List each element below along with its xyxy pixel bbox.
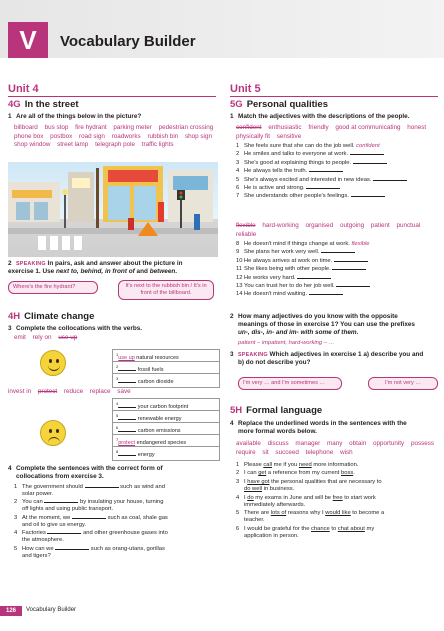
description-item <box>236 193 442 200</box>
item-number: 4 <box>236 494 240 501</box>
answer-blank <box>309 171 343 172</box>
answer-blank <box>332 269 366 270</box>
collocation-box <box>112 373 220 388</box>
underlined-word: lots of <box>270 510 287 517</box>
underlined-word: chance <box>311 525 330 532</box>
item-text: He works very hard. <box>244 274 298 281</box>
sentence-number: 5 <box>14 545 18 552</box>
sentence-text: and tigers? <box>22 552 51 559</box>
adjective-bank-2 <box>236 222 442 239</box>
item-text: I would be grateful for the <box>244 525 312 532</box>
street-word: rubbish bin <box>147 132 179 140</box>
item-text: to become a <box>350 510 385 517</box>
collocation-blank <box>118 370 136 371</box>
sentence-text: Factories <box>22 530 48 537</box>
item-text: She's good at explaining things to people. <box>244 159 353 166</box>
sentence-number: 4 <box>14 530 18 537</box>
item-text: application in person. <box>244 532 299 539</box>
answer-blank <box>47 533 81 534</box>
collocation-text: energy <box>136 451 155 458</box>
answer-blank <box>309 294 343 295</box>
adjective-word: hard-working <box>262 222 299 229</box>
formal-word: discuss <box>267 440 289 447</box>
item-text: You can trust her to do her job well. <box>244 282 337 289</box>
collocation-box <box>112 446 220 461</box>
item-number: 11 <box>236 266 243 273</box>
item-number: 4 <box>236 168 240 175</box>
answer-blank <box>72 518 106 519</box>
item-number: 13 <box>236 282 243 289</box>
sentence-text: the atmosphere. <box>22 537 64 544</box>
exercise-5g-1-instruction: 1 Match the adjectives with the descriptions of the people. <box>230 113 410 120</box>
collocation-text: carbon dioxide <box>136 378 174 385</box>
description-item <box>236 160 442 167</box>
verb-word: reduce <box>63 388 84 395</box>
street-word: traffic lights <box>141 141 174 148</box>
item-text: She's always excited and interested in new ideas. <box>244 176 374 183</box>
collocation-text: carbon emissions <box>136 427 181 434</box>
formal-word: opportunity <box>373 440 405 447</box>
adjective-word: organised <box>305 222 334 229</box>
answer-blank <box>85 487 119 488</box>
collocation-blank <box>118 407 136 408</box>
street-word: bus stop <box>44 124 69 131</box>
section-4h-heading: 4H Climate change <box>8 311 95 322</box>
collocation-number: 3 <box>116 376 119 381</box>
underlined-word: boss <box>341 470 354 477</box>
climate-sentences <box>14 484 222 561</box>
underlined-word: free <box>332 494 343 501</box>
street-word: telegraph pole <box>95 141 135 148</box>
speech-bubble-not-very: I'm not very … <box>368 377 438 390</box>
item-number: 5 <box>236 176 240 183</box>
street-word: shop sign <box>185 132 212 140</box>
item-number: 6 <box>236 525 240 532</box>
item-text: teacher. <box>244 517 265 524</box>
item-text: He smiles and talks to everyone at work. <box>244 151 350 158</box>
underlined-word: would like <box>325 510 351 517</box>
description-item <box>236 275 442 282</box>
item-answer: confident <box>356 143 380 149</box>
item-text: I <box>244 478 248 485</box>
street-word: roadworks <box>111 132 141 140</box>
description-item <box>236 249 442 256</box>
sad-face-icon <box>40 420 66 446</box>
item-number: 6 <box>236 184 240 191</box>
item-text: a reference from my current <box>266 470 341 477</box>
sentence-item <box>14 515 222 529</box>
item-text: He always tells the truth. <box>244 168 309 175</box>
item-number: 1 <box>236 462 240 468</box>
description-item <box>236 185 442 192</box>
adjective-word: reliable <box>236 230 257 238</box>
collocation-answer: use up <box>118 354 135 361</box>
sentence-text: such as wind and <box>118 484 165 490</box>
description-item <box>236 143 442 150</box>
underlined-word: do well <box>244 486 263 493</box>
unit5-rule <box>230 96 438 97</box>
street-word: road sign <box>78 132 105 140</box>
street-word-bank <box>14 124 220 150</box>
item-answer: flexible <box>351 241 370 247</box>
opposite-example: patient – impatient, hard-working – … <box>238 340 335 346</box>
adjective-word: sensitive <box>276 132 302 140</box>
answer-blank <box>55 549 89 550</box>
adjective-word: physically fit <box>236 132 270 140</box>
item-text: She likes being with other people. <box>244 266 333 273</box>
description-item <box>236 258 442 265</box>
verb-word: replace <box>89 388 111 395</box>
answer-blank <box>306 188 340 189</box>
formal-word: possess <box>410 440 435 447</box>
verb-bank-1 <box>14 334 104 343</box>
item-number: 10 <box>236 257 243 264</box>
unit4-title: Unit 4 <box>8 83 39 95</box>
collocation-number: 8 <box>116 449 119 454</box>
item-number: 9 <box>236 249 240 256</box>
item-text: immediately afterwards. <box>244 501 306 508</box>
page-number: 126 <box>0 606 22 616</box>
collocation-blank <box>118 431 136 432</box>
section-5h-heading: 5H Formal language <box>230 405 323 416</box>
collocation-number: 5 <box>116 413 119 418</box>
underlined-word: call <box>263 462 273 468</box>
item-number: 1 <box>236 143 240 149</box>
street-word: postbox <box>50 132 73 140</box>
verb-bank-2 <box>8 388 208 397</box>
item-number: 3 <box>236 159 240 166</box>
collocation-answer: protect <box>118 439 136 446</box>
verb-word: emit <box>14 334 26 341</box>
formal-word: sit <box>262 448 269 456</box>
item-number: 5 <box>236 510 240 517</box>
description-item <box>236 266 442 273</box>
formal-sentence <box>236 510 442 524</box>
street-illustration <box>8 162 218 257</box>
collocation-number: 7 <box>116 437 119 442</box>
answer-blank <box>351 196 385 197</box>
description-item <box>236 291 442 298</box>
answer-blank <box>44 502 78 503</box>
unit5-title: Unit 5 <box>230 83 261 95</box>
sentence-text: How can we <box>22 545 56 552</box>
sentence-text: and oil to give us energy. <box>22 521 87 528</box>
section-5g-heading: 5G Personal qualities <box>230 99 328 110</box>
underlined-word: chat about <box>337 525 365 532</box>
sentence-text: At the moment, we <box>22 514 72 521</box>
item-text: He doesn't mind if things change at work. <box>244 241 352 247</box>
formal-word: obtain <box>349 440 367 447</box>
section-4g-heading: 4G In the street <box>8 99 79 110</box>
item-text: She plans her work very well. <box>244 249 322 256</box>
verb-word: protect <box>37 388 58 395</box>
item-number: 14 <box>236 291 243 298</box>
item-text: to <box>329 525 338 532</box>
verb-word: use up <box>58 334 78 341</box>
item-number: 2 <box>236 151 240 158</box>
personal-items-1 <box>236 143 442 202</box>
verb-word: invest in <box>8 388 32 395</box>
exercise-5h-4-instruction: 4 Replace the underlined words in the sentences with the more formal words below. <box>230 420 407 435</box>
answer-blank <box>373 180 407 181</box>
adjective-word: patient <box>370 222 390 229</box>
collocation-text: fossil fuels <box>136 366 164 373</box>
formal-sentence <box>236 462 442 469</box>
formal-word: manager <box>295 440 321 447</box>
sentence-text: by insulating your house, turning <box>78 499 164 506</box>
street-word: parking meter <box>113 124 152 131</box>
item-text: the personal qualities that are necessary to <box>269 478 382 485</box>
page-title: Vocabulary Builder <box>60 33 196 50</box>
underlined-word: do <box>247 494 254 501</box>
street-word: billboard <box>14 124 38 131</box>
formal-word: telephone <box>305 448 334 456</box>
collocation-number: 1 <box>116 352 119 357</box>
exercise-4h-3-instruction: 3 Complete the collocations with the verbs. <box>8 325 143 332</box>
item-text: in business. <box>262 486 295 493</box>
description-item <box>236 177 442 184</box>
item-number: 2 <box>236 470 240 477</box>
sentence-item <box>14 499 222 513</box>
item-text: me if you <box>272 462 299 468</box>
sentence-text: off lights and using public transport. <box>22 506 114 513</box>
exercise-5g-2-instruction: 2 How many adjectives do you know with the opposite meanings of those in exercise 1? You can use the prefixes un-, dis-, in- and im- with some of them. <box>230 313 415 336</box>
description-item <box>236 168 442 175</box>
formal-word: succeed <box>275 448 299 456</box>
adjective-word: friendly <box>308 124 329 131</box>
item-text: to start work <box>342 494 376 501</box>
personal-items-2 <box>236 241 442 300</box>
description-item <box>236 241 442 248</box>
answer-blank <box>321 252 355 253</box>
item-number: 8 <box>236 241 240 247</box>
collocation-text: endangered species <box>135 439 187 446</box>
collocation-text: renewable energy <box>136 415 182 422</box>
exercise-4g-2-instruction: 2 SPEAKING In pairs, ask and answer about the picture in exercise 1. Use next to, behind, in front of and between. <box>8 260 183 275</box>
description-item <box>236 283 442 290</box>
street-scene <box>8 162 218 257</box>
item-text: He always arrives at work on time. <box>244 257 334 264</box>
sentence-text: such as coal, shale gas <box>105 514 168 521</box>
formal-items <box>236 462 442 541</box>
sentence-item <box>14 530 222 544</box>
exercise-4h-4-instruction: 4 Complete the sentences with the correct form of collocations from exercise 3. <box>8 465 163 480</box>
verb-word: rely on <box>32 334 52 341</box>
speech-bubble-question: Where's the fire hydrant? <box>8 281 98 294</box>
adjective-word: outgoing <box>339 222 365 229</box>
collocation-blank <box>118 419 136 420</box>
item-text: He doesn't mind waiting. <box>244 291 309 298</box>
street-word: phone box <box>14 132 44 140</box>
sentence-number: 3 <box>14 514 18 521</box>
sentence-text: such as orang-utans, gorillas <box>89 545 165 552</box>
collocation-blank <box>118 455 136 456</box>
sentence-text: solar power. <box>22 491 54 498</box>
collocation-text: your carbon footprint <box>136 403 189 410</box>
sentence-text: You can <box>22 499 45 506</box>
verb-word: save <box>117 388 131 395</box>
item-text: Please <box>244 462 264 468</box>
item-number: 3 <box>236 478 240 485</box>
sentence-text: and other greenhouse gases into <box>81 530 168 537</box>
happy-face-icon <box>40 350 66 376</box>
formal-sentence <box>236 479 442 493</box>
collocation-blank <box>118 382 136 383</box>
sentence-number: 2 <box>14 499 18 506</box>
formal-sentence <box>236 526 442 540</box>
formal-word: many <box>326 440 343 447</box>
item-text: more information. <box>311 462 359 468</box>
formal-word: require <box>236 448 256 456</box>
sentence-number: 1 <box>14 484 18 490</box>
item-text: He is active and strong. <box>244 184 307 191</box>
collocation-number: 6 <box>116 425 119 430</box>
section-tab: V <box>8 22 48 58</box>
adjective-word: punctual <box>396 222 421 229</box>
formal-sentence <box>236 495 442 509</box>
formal-word: wish <box>340 448 353 456</box>
collocation-number: 4 <box>116 401 119 406</box>
street-word: shop window <box>14 141 51 148</box>
item-number: 7 <box>236 193 240 200</box>
speech-bubble-answer: It's next to the rubbish bin / It's in front of the billboard. <box>118 280 214 300</box>
answer-blank <box>297 278 331 279</box>
adjective-word: confident <box>236 124 262 131</box>
item-text: I can <box>244 470 259 477</box>
item-number: 12 <box>236 274 243 281</box>
item-text: reasons why I <box>286 510 326 517</box>
page-header <box>0 0 444 58</box>
formal-sentence <box>236 470 442 477</box>
formal-word: available <box>236 440 261 447</box>
speech-bubble-very: I'm very … and I'm sometimes … <box>238 377 342 390</box>
item-text: my <box>364 525 375 532</box>
answer-blank <box>334 261 368 262</box>
item-text: She understands other people's feelings. <box>244 193 351 200</box>
adjective-word: honest <box>407 124 427 131</box>
unit4-rule <box>8 96 216 97</box>
collocation-text: natural resources <box>134 354 179 361</box>
item-text: I <box>244 494 248 501</box>
answer-blank <box>353 163 387 164</box>
answer-blank <box>350 154 384 155</box>
sentence-text: The government should <box>22 484 85 490</box>
item-text: She feels sure that she can do the job well. <box>244 143 357 149</box>
underlined-word: have got <box>247 478 270 485</box>
street-word: fire hydrant <box>75 124 107 131</box>
item-text: my exams in June and will be <box>253 494 333 501</box>
sentence-item <box>14 546 222 560</box>
underlined-word: need <box>298 462 312 468</box>
formal-word-bank <box>236 440 442 457</box>
adjective-word: enthusiastic <box>268 124 302 131</box>
answer-blank <box>336 286 370 287</box>
sentence-item <box>14 484 222 498</box>
footer-label: Vocabulary Builder <box>26 607 77 613</box>
item-text: There are <box>244 510 271 517</box>
adjective-bank-1 <box>236 124 442 141</box>
adjective-word: good at communicating <box>335 124 401 131</box>
adjective-word: flexible <box>236 222 256 229</box>
underlined-word: get <box>258 470 267 477</box>
collocation-number: 2 <box>116 364 119 369</box>
item-text: . <box>353 470 355 477</box>
street-word: pedestrian crossing <box>158 124 214 131</box>
exercise-4g-1-instruction: 1 Are all of the things below in the picture? <box>8 113 142 120</box>
exercise-5g-3-instruction: 3 SPEAKING Which adjectives in exercise 1 a) describe you and b) do not describe you? <box>230 351 424 366</box>
street-word: street lamp <box>57 141 89 148</box>
description-item <box>236 151 442 158</box>
